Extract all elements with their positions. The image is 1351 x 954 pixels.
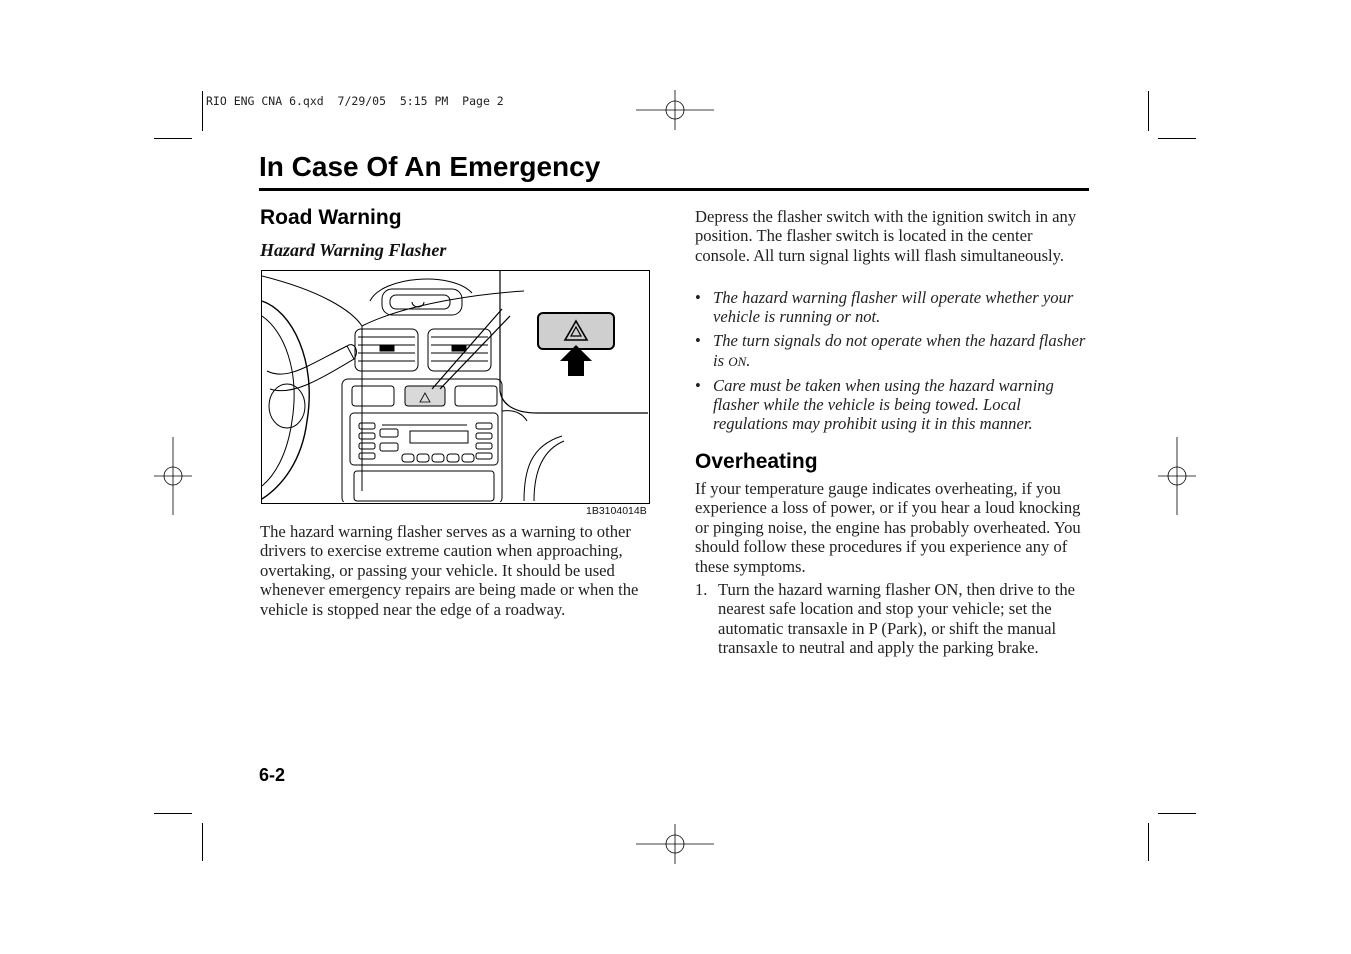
step-text: Turn the hazard warning flasher ON, then drive to the nearest safe location and stop your vehicle; set the automatic transaxle in P (Park), or shift the manual transaxle to neutral and apply the parking brake. [718, 580, 1075, 658]
list-item: • The turn signals do not operate when the hazard flasher is ON. [695, 331, 1091, 371]
on-small-caps: ON [728, 353, 747, 369]
figure-caption: 1B3104014B [586, 505, 647, 517]
hazard-flasher-illustration [261, 270, 650, 504]
registration-mark-right [1158, 437, 1196, 515]
list-item: • The hazard warning flasher will operate whether your vehicle is running or not. [695, 288, 1091, 327]
chapter-title: In Case Of An Emergency [259, 151, 601, 182]
registration-mark-left [154, 437, 192, 515]
hazard-button-closeup [538, 313, 614, 376]
subsection-heading-hazard-flasher: Hazard Warning Flasher [260, 240, 447, 260]
title-rule [259, 188, 1089, 191]
dashboard-drawing [262, 271, 648, 502]
section-heading-overheating: Overheating [695, 450, 818, 473]
registration-mark-bottom [636, 824, 714, 864]
overheating-paragraph: If your temperature gauge indicates overheating, if you experience a loss of power, or if you hear a loud knocking or pinging noise, the engine has probably overheated. You should follow these procedures if you experience any of these symptoms. [695, 479, 1081, 576]
step-number: 1. [695, 580, 708, 599]
registration-mark-top [636, 90, 714, 130]
section-heading-road-warning: Road Warning [260, 206, 402, 229]
list-item [695, 580, 1091, 658]
hazard-notes-list [695, 288, 1091, 438]
list-item: • Care must be taken when using the hazard warning flasher while the vehicle is being towed. Local regulations may prohibit using it in this manner. [695, 376, 1091, 434]
print-slug: RIO ENG CNA 6.qxd 7/29/05 5:15 PM Page 2 [206, 94, 504, 108]
overheating-steps [695, 580, 1091, 658]
hazard-flasher-paragraph: The hazard warning flasher serves as a warning to other drivers to exercise extreme caution when approaching, overtaking, or passing your vehicle. It should be used whenever emergency repairs are being made or when the vehicle is stopped near the edge of a roadway. [260, 522, 639, 619]
flasher-switch-paragraph: Depress the flasher switch with the ignition switch in any position. The flasher switch is located in the center console. All turn signal lights will flash simultaneously. [695, 207, 1077, 265]
page-number: 6-2 [259, 765, 286, 785]
